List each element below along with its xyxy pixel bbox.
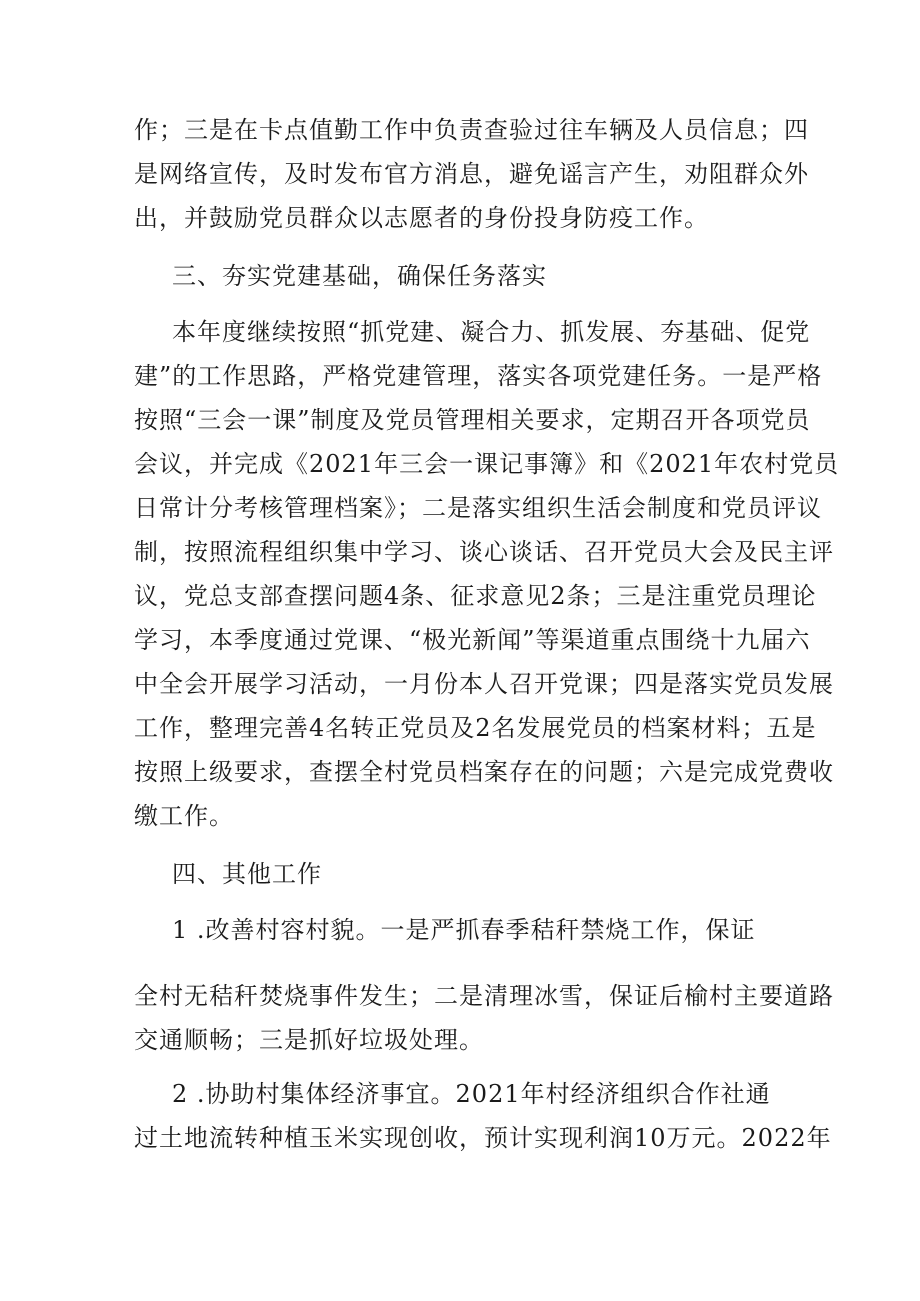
text-line: 出，并鼓励党员群众以志愿者的身份投身防疫工作。	[134, 204, 709, 232]
text-line: 交通顺畅；三是抓好垃圾处理。	[134, 1026, 484, 1054]
text-line: 学习，本季度通过党课、“极光新闻”等渠道重点围绕十九届六	[134, 626, 811, 654]
section-heading-3: 三、夯实党建基础，确保任务落实	[172, 262, 547, 290]
section-heading-4: 四、其他工作	[172, 860, 322, 888]
text-line: 议，党总支部查摆问题4条、征求意见2条；三是注重党员理论	[134, 582, 817, 610]
text-line: 按照上级要求，查摆全村党员档案存在的问题；六是完成党费收	[134, 758, 834, 786]
text-line: 制，按照流程组织集中学习、谈心谈话、召开党员大会及民主评	[134, 538, 834, 566]
text-line: 过土地流转种植玉米实现创收，预计实现利润10万元。2022年	[134, 1124, 832, 1152]
list-item-1: 1 .改善村容村貌。一是严抓春季秸秆禁烧工作，保证	[172, 916, 756, 944]
text-line: 中全会开展学习活动，一月份本人召开党课；四是落实党员发展	[134, 670, 834, 698]
text-line: 建”的工作思路，严格党建管理，落实各项党建任务。一是严格	[134, 362, 823, 390]
text-line: 作；三是在卡点值勤工作中负责查验过往车辆及人员信息；四	[134, 116, 809, 144]
list-item-2: 2 .协助村集体经济事宜。2021年村经济组织合作社通	[172, 1080, 771, 1108]
text-line: 是网络宣传，及时发布官方消息，避免谣言产生，劝阻群众外	[134, 160, 809, 188]
text-line: 按照“三会一课”制度及党员管理相关要求，定期召开各项党员	[134, 406, 811, 434]
text-line: 全村无秸秆焚烧事件发生；二是清理冰雪，保证后榆村主要道路	[134, 982, 834, 1010]
text-line: 日常计分考核管理档案》；二是落实组织生活会制度和党员评议	[134, 494, 822, 522]
text-line: 本年度继续按照“抓党建、凝合力、抓发展、夯基础、促党	[172, 318, 811, 346]
text-line: 工作，整理完善4名转正党员及2名发展党员的档案材料；五是	[134, 714, 817, 742]
text-line: 会议，并完成《2021年三会一课记事簿》和《2021年农村党员	[134, 450, 840, 478]
text-line: 缴工作。	[134, 802, 234, 830]
